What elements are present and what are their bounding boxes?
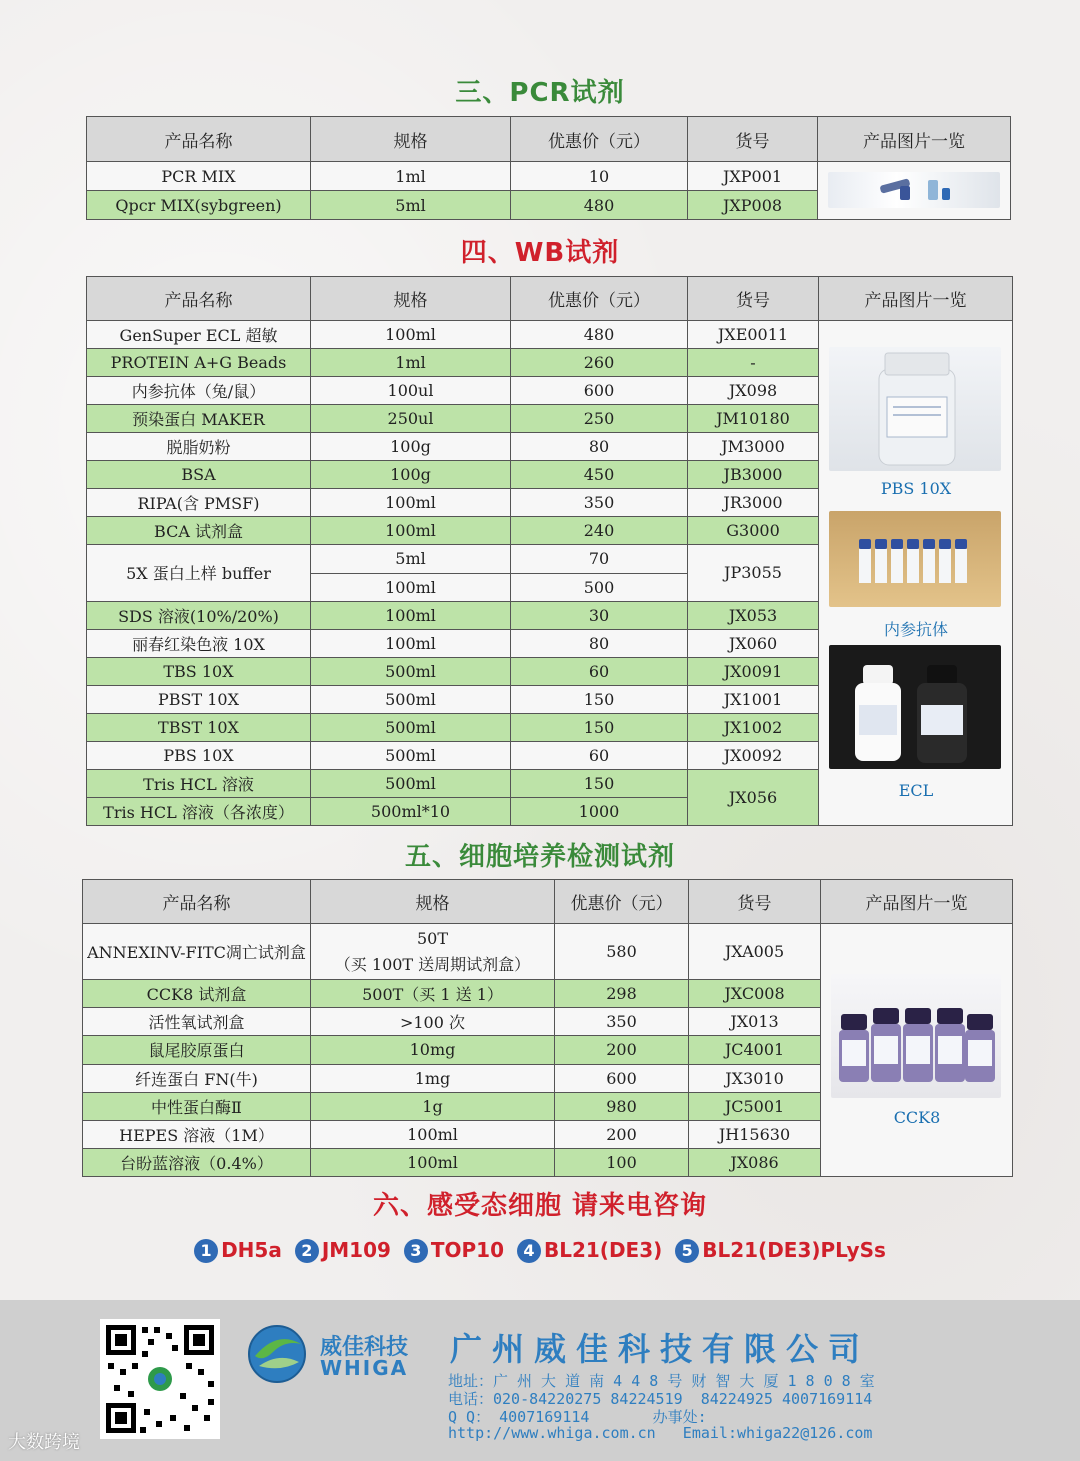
product-spec: 100ml — [311, 601, 511, 629]
product-price: 150 — [511, 685, 688, 713]
product-code: JB3000 — [688, 461, 819, 489]
product-code: JM10180 — [688, 405, 819, 433]
header-price: 优惠价（元） — [555, 880, 689, 924]
product-name: BCA 试剂盒 — [87, 517, 311, 545]
product-spec: 100g — [311, 461, 511, 489]
header-name: 产品名称 — [87, 117, 311, 162]
strain-name: BL21(DE3) — [543, 1238, 663, 1262]
number-badge: 2 — [295, 1239, 319, 1263]
product-price: 480 — [511, 321, 688, 349]
product-name: 活性氧试剂盒 — [83, 1008, 311, 1036]
product-code: JXE0011 — [688, 321, 819, 349]
product-spec: 500ml*10 — [311, 798, 511, 826]
product-name: TBS 10X — [87, 657, 311, 685]
strain-item — [194, 1238, 282, 1263]
product-spec: 5ml — [311, 191, 511, 220]
antibody-caption: 内参抗体 — [883, 620, 948, 639]
product-name: 台盼蓝溶液（0.4%） — [83, 1148, 311, 1176]
ecl-bottle-icon — [829, 645, 1001, 769]
product-code: JX056 — [688, 769, 819, 826]
brand-name-cn: 威佳科技 — [320, 1335, 409, 1360]
product-name: 丽春红染色液 10X — [87, 629, 311, 657]
product-name: 脱脂奶粉 — [87, 433, 311, 461]
product-spec: 100ml — [311, 517, 511, 545]
wb-photo-cell — [819, 321, 1013, 826]
product-code: JX013 — [689, 1008, 821, 1036]
product-spec: 100g — [311, 433, 511, 461]
strain-name: DH5a — [221, 1238, 282, 1262]
strain-name: BL21(DE3)PLySs — [702, 1238, 886, 1262]
product-price: 200 — [555, 1120, 689, 1148]
product-code: JC5001 — [689, 1092, 821, 1120]
product-name: RIPA(含 PMSF) — [87, 489, 311, 517]
watermark: 大数跨境 — [8, 1432, 80, 1453]
product-spec: 1ml — [311, 349, 511, 377]
product-code: JX1002 — [688, 713, 819, 741]
product-code: JXP008 — [688, 191, 818, 220]
product-price: 580 — [555, 924, 689, 980]
product-name: ANNEXINV-FITC凋亡试剂盒 — [83, 924, 311, 980]
product-name: 鼠尾胶原蛋白 — [83, 1036, 311, 1064]
cck8-bottles-photo — [831, 974, 1001, 1098]
section-title-wb: 四、WB试剂 — [460, 238, 620, 268]
product-code: JC4001 — [689, 1036, 821, 1064]
ecl-bottles-photo — [829, 645, 1001, 769]
product-price: 298 — [555, 980, 689, 1008]
globe-logo-icon — [245, 1322, 309, 1386]
product-name: Qpcr MIX(sybgreen) — [87, 191, 311, 220]
product-spec: 100ml — [311, 573, 511, 601]
company-name: 广州威佳科技有限公司 — [450, 1330, 871, 1368]
header-code: 货号 — [688, 117, 818, 162]
product-name: 内参抗体（兔/鼠） — [87, 377, 311, 405]
product-name: 预染蛋白 MAKER — [87, 405, 311, 433]
product-price: 200 — [555, 1036, 689, 1064]
product-spec: 1ml — [311, 162, 511, 191]
pcr-table — [86, 116, 1011, 220]
product-spec: 500ml — [311, 713, 511, 741]
product-code: JX053 — [688, 601, 819, 629]
company-web-email[interactable]: http://www.whiga.com.cn Email:whiga22@126.com — [448, 1424, 873, 1442]
product-price: 80 — [511, 629, 688, 657]
product-name: 中性蛋白酶Ⅱ — [83, 1092, 311, 1120]
table-row — [87, 162, 1011, 191]
table-row — [83, 924, 1013, 980]
product-spec-note: （买 100T 送周期试剂盒） — [334, 954, 531, 974]
number-badge: 4 — [517, 1239, 541, 1263]
strain-item — [295, 1238, 391, 1263]
product-spec: 500ml — [311, 769, 511, 798]
product-name: TBST 10X — [87, 713, 311, 741]
number-badge: 3 — [404, 1239, 428, 1263]
product-name: SDS 溶液(10%/20%) — [87, 601, 311, 629]
number-badge: 1 — [194, 1239, 218, 1263]
product-spec: 250ul — [311, 405, 511, 433]
header-pics: 产品图片一览 — [819, 277, 1013, 321]
product-price: 150 — [511, 713, 688, 741]
antibody-vials-photo — [829, 511, 1001, 607]
product-spec: 1g — [311, 1092, 555, 1120]
product-price: 600 — [555, 1064, 689, 1092]
strain-item — [517, 1238, 662, 1263]
pcr-photo-cell — [818, 162, 1011, 220]
product-spec-cell — [311, 924, 555, 980]
product-spec: 100ml — [311, 629, 511, 657]
product-price: 980 — [555, 1092, 689, 1120]
company-phone: 电话：020-84220275 84224519 84224925 4007169114 — [448, 1390, 873, 1408]
company-footer — [0, 1300, 1080, 1461]
header-spec: 规格 — [311, 117, 511, 162]
product-price: 60 — [511, 657, 688, 685]
product-name: PBS 10X — [87, 741, 311, 769]
product-spec: 500ml — [311, 657, 511, 685]
wb-table — [86, 276, 1013, 826]
product-name: 纤连蛋白 FN(牛) — [83, 1064, 311, 1092]
product-name: GenSuper ECL 超敏 — [87, 321, 311, 349]
product-name: Tris HCL 溶液 — [87, 769, 311, 798]
cell-table — [82, 879, 1013, 1177]
product-spec: 50T — [416, 928, 449, 948]
product-price: 480 — [511, 191, 688, 220]
strain-item — [404, 1238, 504, 1263]
brand-name-en: WHIGA — [320, 1356, 409, 1380]
product-code: JX098 — [688, 377, 819, 405]
vials-icon — [829, 511, 1001, 607]
product-name: HEPES 溶液（1M） — [83, 1120, 311, 1148]
product-spec: 100ml — [311, 489, 511, 517]
product-name: Tris HCL 溶液（各浓度） — [87, 798, 311, 826]
product-price: 450 — [511, 461, 688, 489]
header-pics: 产品图片一览 — [818, 117, 1011, 162]
product-name: 5X 蛋白上样 buffer — [87, 545, 311, 602]
product-spec: >100 次 — [311, 1008, 555, 1036]
product-code: JX060 — [688, 629, 819, 657]
product-price: 60 — [511, 741, 688, 769]
bottle-icon — [829, 347, 1001, 471]
header-price: 优惠价（元） — [511, 117, 688, 162]
product-code: JH15630 — [689, 1120, 821, 1148]
product-spec: 10mg — [311, 1036, 555, 1064]
product-code: JP3055 — [688, 545, 819, 602]
product-name: BSA — [87, 461, 311, 489]
product-spec: 100ml — [311, 321, 511, 349]
product-spec: 5ml — [311, 545, 511, 574]
product-code: - — [688, 349, 819, 377]
table-row — [87, 321, 1013, 349]
product-price: 80 — [511, 433, 688, 461]
product-spec: 100ml — [311, 1120, 555, 1148]
product-name: CCK8 试剂盒 — [83, 980, 311, 1008]
product-code: JX3010 — [689, 1064, 821, 1092]
product-price: 500 — [511, 573, 688, 601]
header-name: 产品名称 — [83, 880, 311, 924]
header-code: 货号 — [689, 880, 821, 924]
product-price: 150 — [511, 769, 688, 798]
product-name: PCR MIX — [87, 162, 311, 191]
section-title-pcr: 三、PCR试剂 — [455, 78, 625, 108]
company-address: 地址：广 州 大 道 南 4 4 8 号 财 智 大 厦 1 8 0 8 室 — [448, 1372, 875, 1390]
product-price: 70 — [511, 545, 688, 574]
qr-code-icon[interactable] — [100, 1319, 220, 1439]
product-code: G3000 — [688, 517, 819, 545]
header-spec: 规格 — [311, 277, 511, 321]
header-name: 产品名称 — [87, 277, 311, 321]
tube-icon — [828, 172, 1000, 208]
product-code: JR3000 — [688, 489, 819, 517]
product-price: 240 — [511, 517, 688, 545]
product-code: JXA005 — [689, 924, 821, 980]
header-code: 货号 — [688, 277, 819, 321]
product-price: 350 — [555, 1008, 689, 1036]
ecl-caption: ECL — [898, 781, 934, 800]
product-spec: 1mg — [311, 1064, 555, 1092]
product-spec: 500ml — [311, 685, 511, 713]
product-code: JX0091 — [688, 657, 819, 685]
product-name: PBST 10X — [87, 685, 311, 713]
product-price: 260 — [511, 349, 688, 377]
cck8-bottle-icon — [831, 974, 1001, 1098]
product-spec: 500T（买 1 送 1） — [311, 980, 555, 1008]
strain-name: TOP10 — [430, 1238, 505, 1262]
strain-list — [0, 1238, 1080, 1263]
product-code: JM3000 — [688, 433, 819, 461]
product-price: 100 — [555, 1148, 689, 1176]
product-code: JXP001 — [688, 162, 818, 191]
product-spec: 100ul — [311, 377, 511, 405]
product-price: 350 — [511, 489, 688, 517]
strain-name: JM109 — [321, 1238, 391, 1262]
product-price: 10 — [511, 162, 688, 191]
section-title-cell: 五、细胞培养检测试剂 — [404, 842, 675, 872]
strain-item — [675, 1238, 886, 1263]
product-name: PROTEIN A+G Beads — [87, 349, 311, 377]
pbs-caption: PBS 10X — [880, 479, 952, 498]
product-price: 600 — [511, 377, 688, 405]
product-code: JXC008 — [689, 980, 821, 1008]
section-title-competent: 六、感受态细胞 请来电咨询 — [372, 1191, 708, 1221]
product-code: JX086 — [689, 1148, 821, 1176]
product-code: JX0092 — [688, 741, 819, 769]
product-spec: 500ml — [311, 741, 511, 769]
cck8-caption: CCK8 — [893, 1108, 941, 1127]
header-pics: 产品图片一览 — [821, 880, 1013, 924]
product-price: 250 — [511, 405, 688, 433]
product-price: 1000 — [511, 798, 688, 826]
company-qq: Q Q： 4007169114 办事处: — [448, 1408, 707, 1426]
product-spec: 100ml — [311, 1148, 555, 1176]
pcr-product-photo — [828, 172, 1000, 208]
cell-photo-cell — [821, 924, 1013, 1177]
number-badge: 5 — [675, 1239, 699, 1263]
product-price: 30 — [511, 601, 688, 629]
header-price: 优惠价（元） — [511, 277, 688, 321]
header-spec: 规格 — [311, 880, 555, 924]
product-code: JX1001 — [688, 685, 819, 713]
pbs-bottle-photo — [829, 347, 1001, 471]
